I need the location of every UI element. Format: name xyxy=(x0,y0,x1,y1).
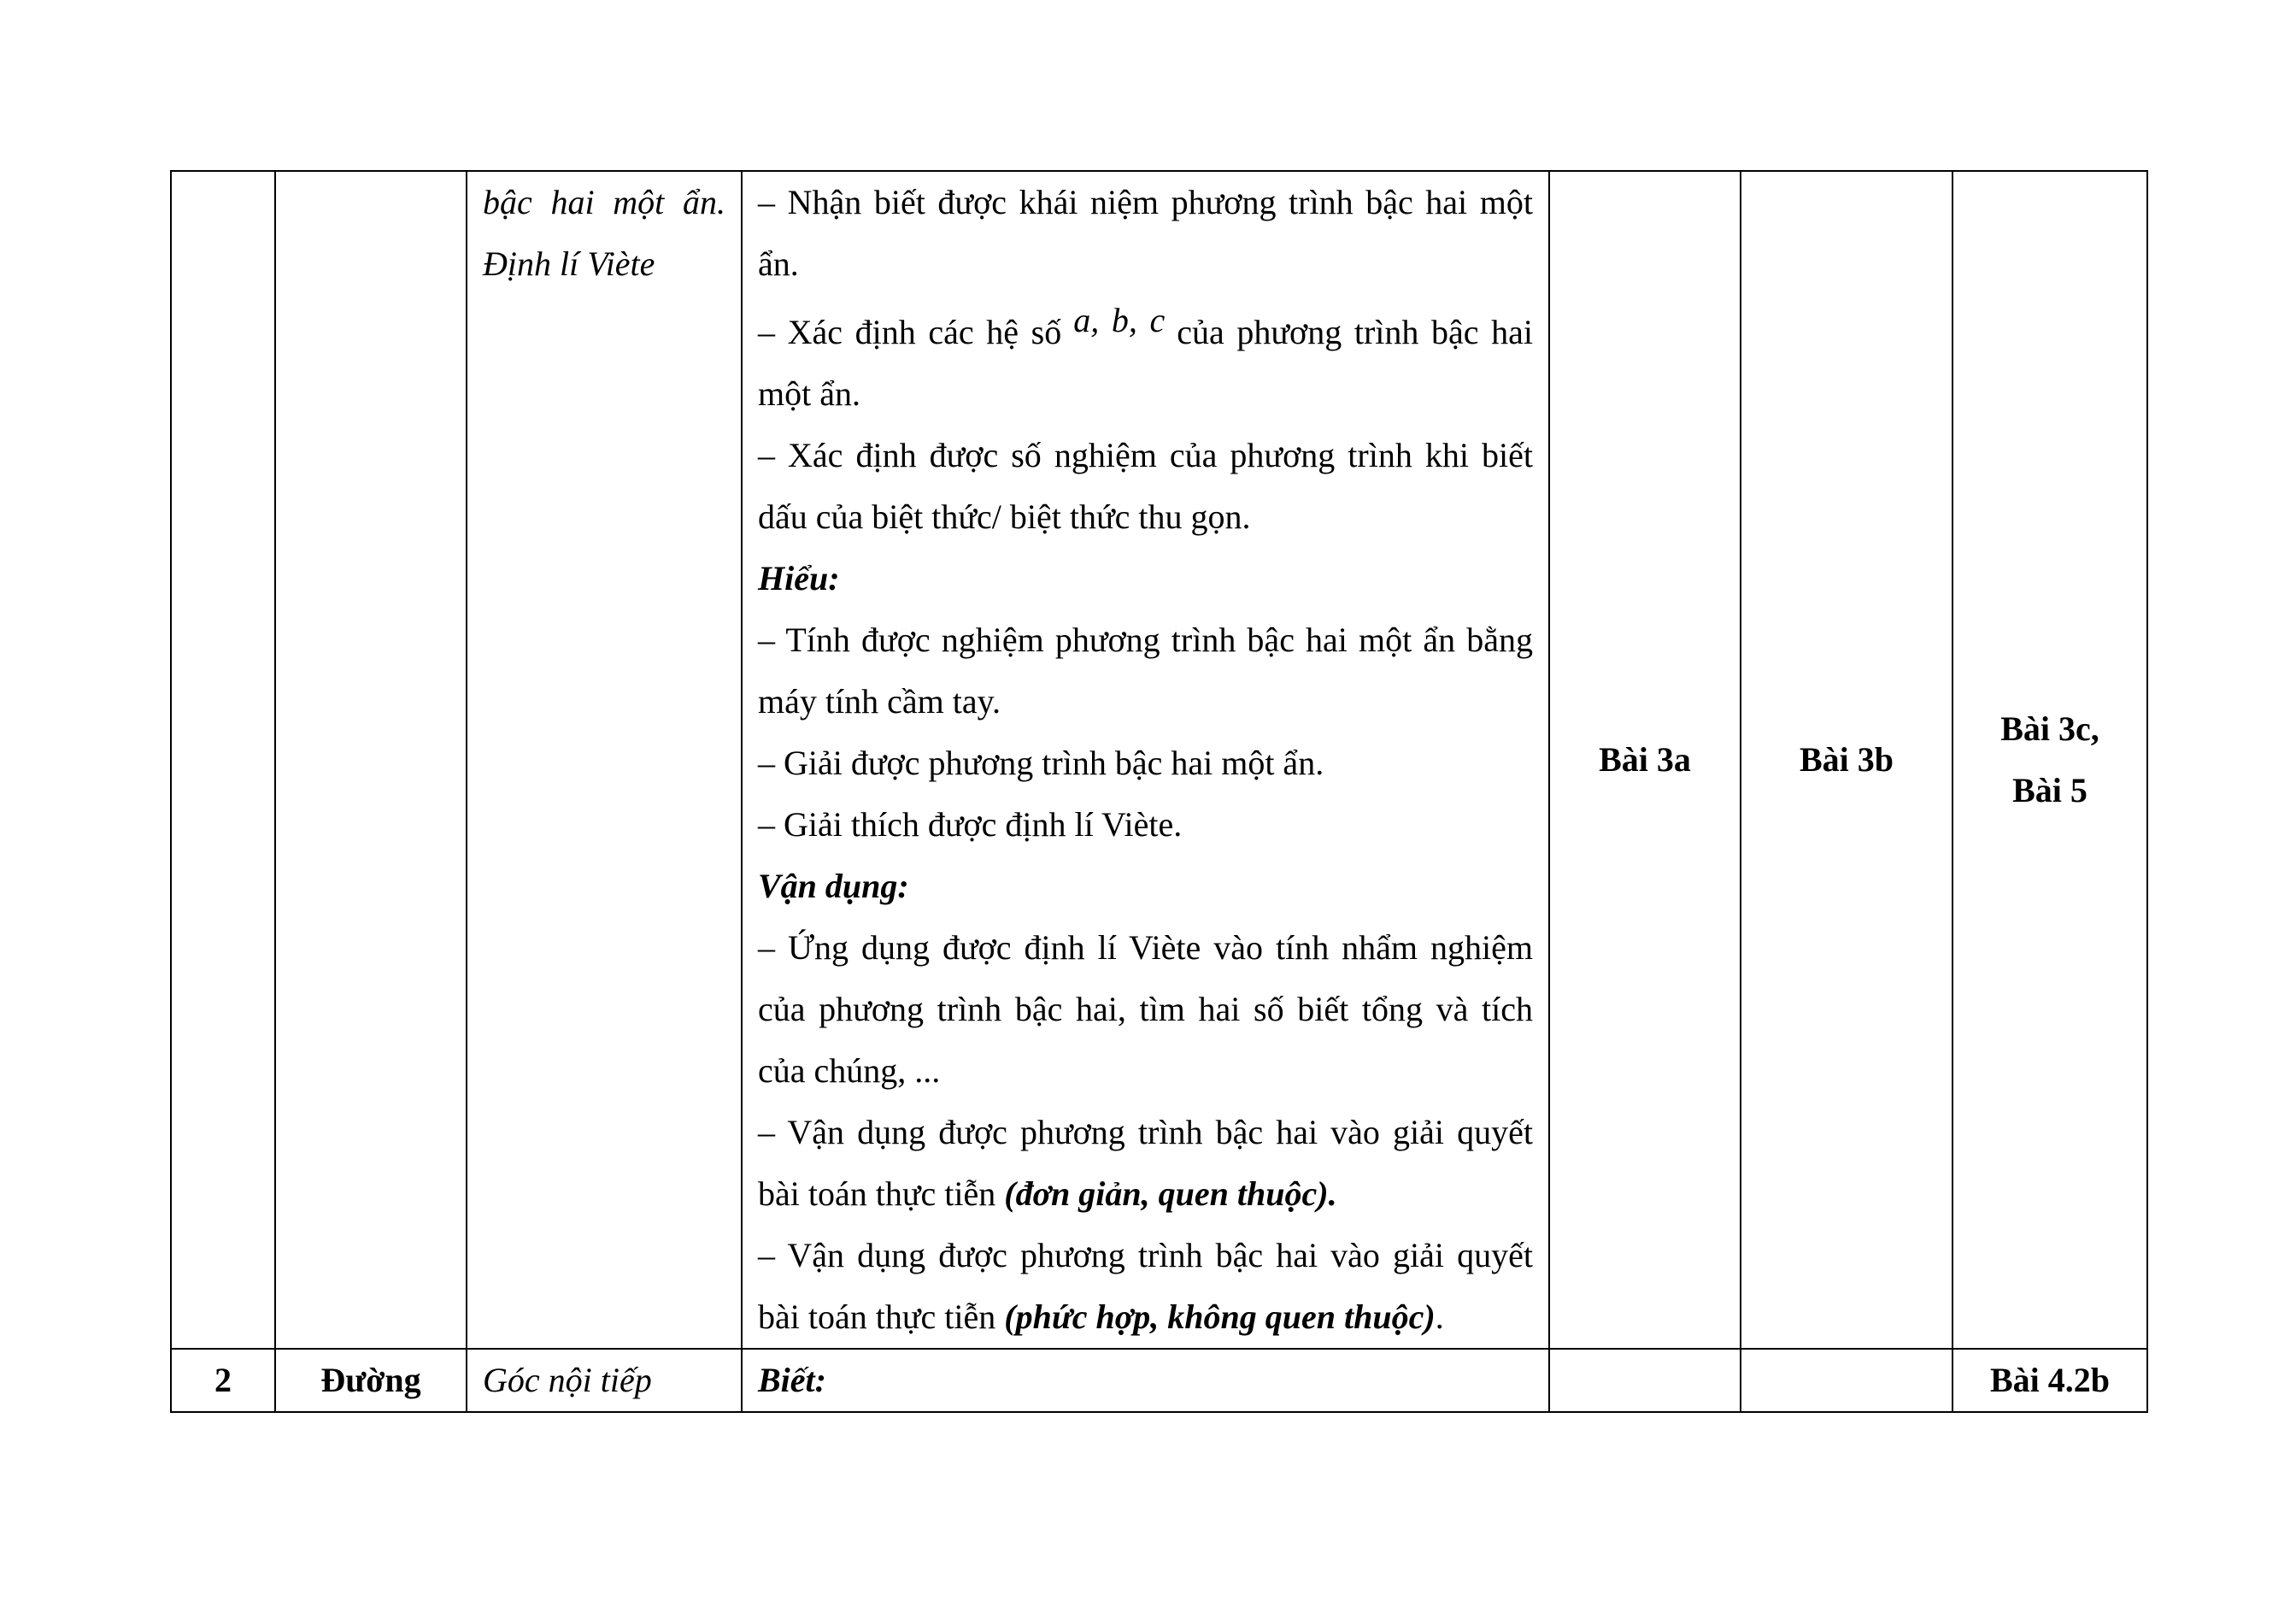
req-apply-complex xyxy=(758,1225,1533,1348)
req-apply-complex-text: – Vận dụng được phương trình bậc hai vào giải quyết bài toán thực tiễn xyxy=(758,1236,1533,1336)
coefficients-math: a, b, c xyxy=(1073,301,1166,339)
req-apply-complex-emph: (phức hợp, không quen thuộc) xyxy=(1004,1297,1436,1336)
req-apply-simple-emph: (đơn giản, quen thuộc). xyxy=(1004,1174,1337,1213)
heading-understand: Hiểu: xyxy=(758,559,840,597)
cell-requirements xyxy=(742,171,1549,1349)
cell-level-recognize: Bài 3a xyxy=(1549,171,1741,1349)
cell-content xyxy=(467,171,742,1349)
req-solve: – Giải được phương trình bậc hai một ẩn. xyxy=(758,744,1324,782)
cell-topic xyxy=(275,171,467,1349)
req-number-of-roots: – Xác định được số nghiệm của phương trình khi biết dấu của biệt thức/ biệt thức thu gọn. xyxy=(758,436,1533,536)
cell-content: Góc nội tiếp xyxy=(467,1349,742,1412)
level-apply-line: Bài 5 xyxy=(2012,771,2088,809)
req-apply-simple-text: – Vận dụng được phương trình bậc hai vào giải quyết bài toán thực tiễn xyxy=(758,1113,1533,1213)
req-apply-simple xyxy=(758,1102,1533,1225)
req-apply-complex-period: . xyxy=(1435,1297,1444,1336)
req-coefficients-text: – Xác định các hệ số xyxy=(758,313,1062,351)
req-calculator: – Tính được nghiệm phương trình bậc hai một ẩn bằng máy tính cầm tay. xyxy=(758,621,1533,721)
level-apply-line: Bài 3c, xyxy=(2000,709,2099,748)
cell-topic: Đường xyxy=(275,1349,467,1412)
req-coefficients xyxy=(758,302,1533,425)
req-explain-viete: – Giải thích được định lí Viète. xyxy=(758,805,1183,844)
cell-level-apply: Bài 4.2b xyxy=(1952,1349,2147,1412)
cell-requirements: Biết: xyxy=(742,1349,1549,1412)
cell-number: 2 xyxy=(171,1349,275,1412)
req-apply-viete: – Ứng dụng được định lí Viète vào tính nhẩm nghiệm của phương trình bậc hai, tìm hai số biết tổng và tích của chúng, ... xyxy=(758,928,1533,1090)
cell-level-understand: Bài 3b xyxy=(1741,171,1952,1349)
cell-level-apply xyxy=(1952,171,2147,1349)
content-line: Định lí Viète xyxy=(483,244,655,283)
table-row xyxy=(171,1349,2147,1412)
table-row xyxy=(171,171,2147,1349)
req-coefficients-rest: của phương trình bậc hai một ẩn. xyxy=(758,313,1533,413)
assessment-matrix-table xyxy=(170,170,2148,1413)
cell-level-recognize xyxy=(1549,1349,1741,1412)
content-line: bậc hai một ẩn. xyxy=(483,183,725,221)
cell-number xyxy=(171,171,275,1349)
req-recognize-concept: – Nhận biết được khái niệm phương trình bậc hai một ẩn. xyxy=(758,183,1533,283)
cell-level-understand xyxy=(1741,1349,1952,1412)
heading-apply: Vận dụng: xyxy=(758,867,909,905)
